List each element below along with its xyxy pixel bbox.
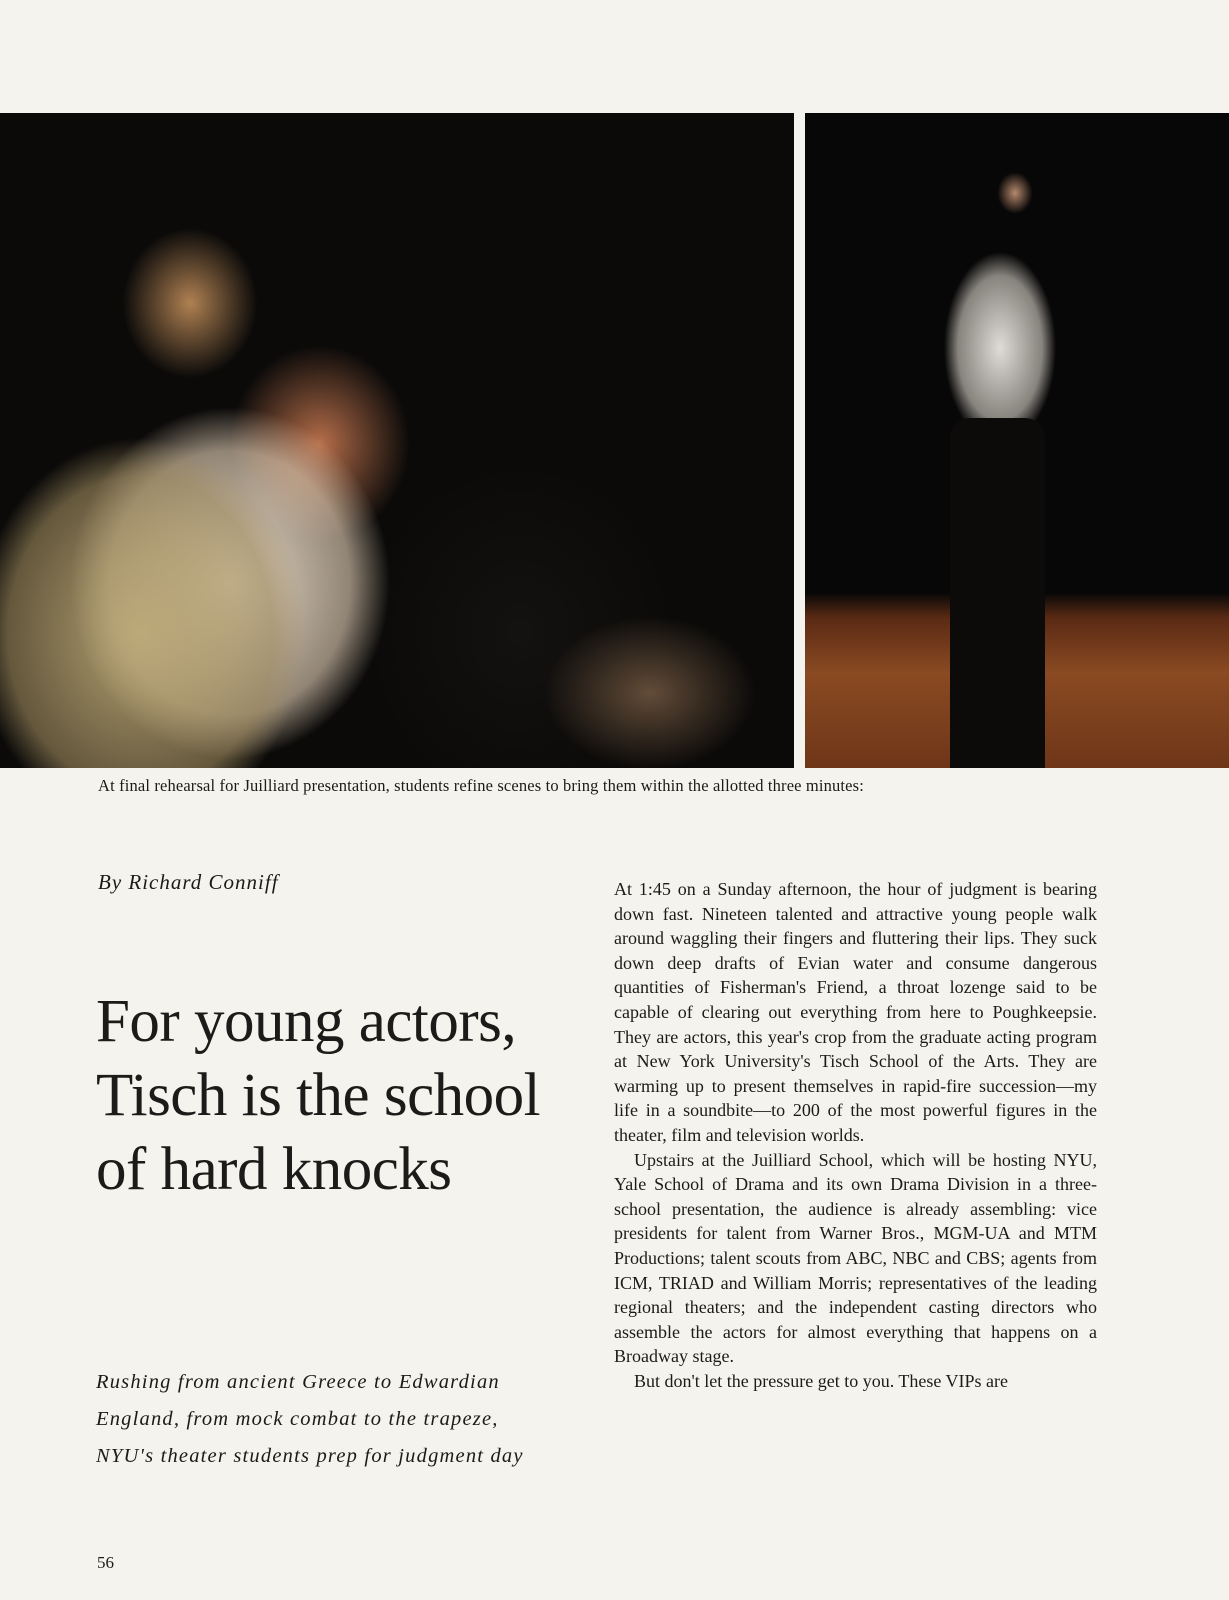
deck-line: England, from mock combat to the trapeze, <box>96 1408 499 1430</box>
deck-line: Rushing from ancient Greece to Edwardian <box>96 1371 500 1393</box>
article-body <box>614 877 1097 1393</box>
body-paragraph: But don't let the pressure get to you. These VIPs are <box>634 1370 1009 1391</box>
body-paragraph: At 1:45 on a Sunday afternoon, the hour of judgment is bearing down fast. Nineteen talented and attractive young people walk around waggling their fingers and fluttering their lips. They suck down deep drafts of Evian water and consume dangerous quantities of Fisherman's Friend, a throat lozenge said to be capable of clearing out everything from here to Poughkeepsie. They are actors, this year's crop from the graduate acting program at New York University's Tisch School of the Arts. They are warming up to present themselves in rapid-fire succession—my life in a soundbite—to 200 of the most powerful figures in the theater, film and television worlds. <box>614 879 1097 1145</box>
deck-line: NYU's theater students prep for judgment day <box>96 1445 524 1467</box>
photo-divider <box>794 113 805 768</box>
photo-caption: At final rehearsal for Juilliard presentation, students refine scenes to bring them within the allotted three minutes: <box>98 776 864 795</box>
body-paragraph: Upstairs at the Juilliard School, which will be hosting NYU, Yale School of Drama and its own Drama Division in a three-school presentation, the audience is already assembling: vice presidents for talent from Warner Bros., MGM-UA and MTM Productions; talent scouts from ABC, NBC and CBS; agents from ICM, TRIAD and William Morris; representatives of the leading regional theaters; and the independent casting directors who assemble the actors for almost everything that happens on a Broadway stage. <box>614 1149 1097 1367</box>
byline: By Richard Conniff <box>98 870 279 894</box>
page-number: 56 <box>97 1553 114 1572</box>
deck-subtitle <box>96 1364 596 1475</box>
rehearsal-photo-actor <box>805 113 1229 768</box>
headline <box>96 985 596 1207</box>
headline-line: For young actors, <box>96 988 517 1055</box>
headline-line: of hard knocks <box>96 1136 452 1203</box>
headline-line: Tisch is the school <box>96 1062 541 1129</box>
rehearsal-photo-couple <box>0 113 794 768</box>
